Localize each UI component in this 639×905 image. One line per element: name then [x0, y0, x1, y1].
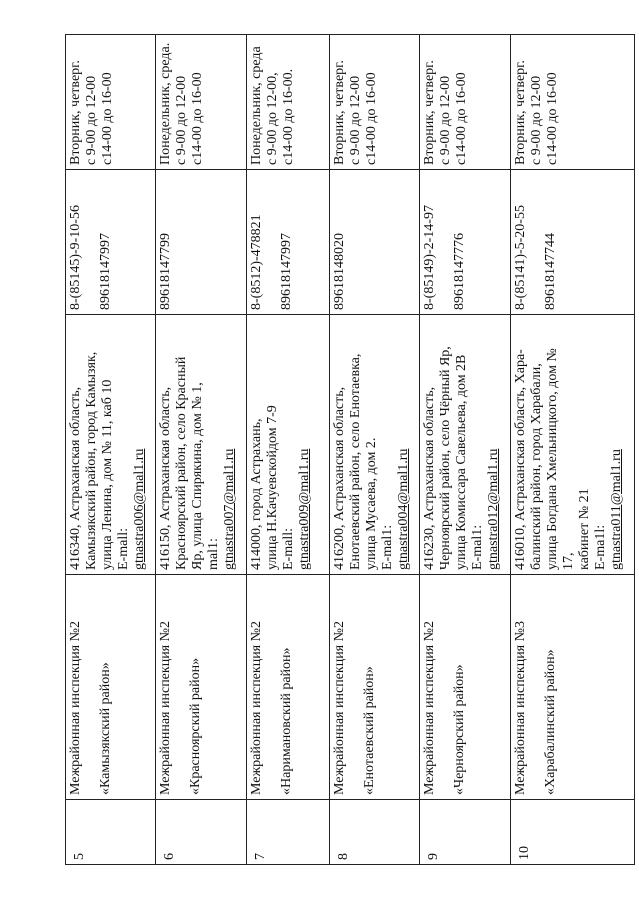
- address-line: 416230, Астраханская область,: [422, 386, 438, 570]
- row-number-cell: [420, 800, 510, 865]
- address-line: улица Богдана Хмельницкого, дом №: [544, 348, 560, 570]
- row-number: 10: [516, 846, 532, 860]
- district-name: «Камызякский район»: [98, 662, 113, 795]
- address-line: улица Н.Качуевскойдом 7-9: [264, 405, 280, 570]
- email-prefix: mal1:: [206, 538, 222, 570]
- table-row: [420, 35, 510, 865]
- phone-cell: [66, 170, 156, 315]
- phone-secondary: 89618147744: [542, 233, 558, 310]
- address-line: улица Мусаева, дом 2.: [363, 437, 379, 570]
- spacer: [265, 579, 279, 795]
- email-prefix: E-mall:: [116, 528, 131, 570]
- table-row: [510, 35, 634, 865]
- row-number-cell: [66, 800, 156, 865]
- phone-primary: 89618147799: [158, 233, 174, 310]
- schedule-cell: [420, 35, 510, 170]
- schedule-line: с 9-00 до 12-00: [84, 75, 99, 165]
- inspection-name: Межрайонная инспекция №2: [248, 621, 264, 795]
- district-name: «Енотаевский район»: [361, 666, 377, 795]
- email-line: [206, 319, 238, 570]
- schedule-line: с14-00 до 16-00: [363, 72, 379, 165]
- address-line: 416340, Астраханская область,: [68, 386, 83, 570]
- spacer: [348, 579, 362, 795]
- inspection-name: Межрайонная инспекция №3: [512, 621, 528, 795]
- schedule-line: с 9-00 до 12-00: [438, 75, 454, 165]
- address-line: Енотаевский район, село Енотаевка,: [347, 353, 363, 570]
- inspection-name: Межрайонная инспекция №2: [331, 621, 347, 795]
- address-line: Красноярский район, село Красный: [174, 356, 190, 570]
- schedule-line: с14-00 до 16-00: [100, 72, 115, 165]
- phone-cell: [246, 170, 329, 315]
- row-number-cell: [329, 800, 419, 865]
- spacer: [265, 174, 279, 310]
- row-number-cell: [510, 800, 634, 865]
- email-line: [281, 319, 313, 570]
- address-line: Черноярский район, село Чёрный Яр,: [438, 346, 454, 570]
- email-link[interactable]: gtnastra009@mal1.ru: [296, 448, 312, 570]
- email-link[interactable]: gtnastra007@mal1.ru: [222, 448, 238, 570]
- inspection-table: [65, 34, 635, 865]
- email-link[interactable]: gtnastra012@mal1.ru: [486, 448, 502, 570]
- email-link[interactable]: gtnastra004@mal1.ru: [395, 448, 411, 570]
- schedule-line: Понедельник, среда.: [158, 42, 174, 165]
- address-cell: [66, 315, 156, 575]
- spacer: [438, 174, 452, 310]
- row-number: 6: [162, 853, 178, 860]
- schedule-line: Вторник, четверг.: [512, 60, 528, 165]
- row-number-cell: [156, 800, 246, 865]
- address-cell: [329, 315, 419, 575]
- schedule-line: с 9-00 до 12-00,: [264, 72, 280, 165]
- schedule-line: с 9-00 до 12-00: [347, 75, 363, 165]
- row-number-cell: [246, 800, 329, 865]
- spacer: [529, 579, 543, 795]
- address-line: балинский район, город Харабали,: [528, 363, 544, 570]
- inspection-name: Межрайонная инспекция №2: [68, 621, 83, 795]
- email-prefix: E-mal1:: [470, 524, 486, 570]
- district-name: «Наримановский район»: [278, 647, 294, 795]
- schedule-line: Вторник, четверг.: [331, 60, 347, 165]
- table-row: [329, 35, 419, 865]
- district-name: «Красноярский район»: [188, 657, 204, 795]
- inspection-cell: [156, 575, 246, 800]
- spacer: [84, 174, 98, 310]
- schedule-line: с 9-00 до 12-00: [528, 75, 544, 165]
- address-line: 416150, Астраханская область,: [158, 386, 174, 570]
- schedule-cell: [329, 35, 419, 170]
- email-link[interactable]: gtnastra011@mal1.ru: [608, 449, 624, 570]
- email-line: [593, 319, 625, 570]
- schedule-line: с14-00 до 16-00: [454, 72, 470, 165]
- row-number: 9: [426, 853, 442, 860]
- email-prefix: E-mal1:: [379, 524, 395, 570]
- phone-cell: [329, 170, 419, 315]
- schedule-cell: [156, 35, 246, 170]
- inspection-cell: [329, 575, 419, 800]
- address-line: 414000, город Астрахань,: [248, 418, 264, 570]
- email-prefix: E-ma1l:: [592, 524, 608, 570]
- inspection-name: Межрайонная инспекция №2: [422, 621, 438, 795]
- spacer: [438, 579, 452, 795]
- address-line: 416200, Астраханская область,: [331, 386, 347, 570]
- schedule-line: с14-00 до 16-00.: [280, 68, 296, 165]
- address-line: улица Комиссара Савельева, дом 2В: [454, 354, 470, 570]
- inspection-cell: [510, 575, 634, 800]
- schedule-cell: [246, 35, 329, 170]
- district-name: «Черноярский район»: [452, 664, 468, 795]
- phone-cell: [510, 170, 634, 315]
- phone-cell: [156, 170, 246, 315]
- district-name: «Харабалинский район»: [542, 649, 558, 795]
- spacer: [529, 174, 543, 310]
- schedule-line: Понедельник, среда: [248, 46, 264, 165]
- email-line: [116, 319, 148, 570]
- phone-primary: 8-(8512)-478821: [248, 214, 264, 310]
- schedule-cell: [510, 35, 634, 170]
- inspection-cell: [66, 575, 156, 800]
- table-row: [66, 35, 156, 865]
- email-prefix: E-mall:: [280, 528, 296, 570]
- email-line: [380, 319, 412, 570]
- phone-primary: 89618148020: [331, 233, 347, 310]
- table-row: [246, 35, 329, 865]
- schedule-cell: [66, 35, 156, 170]
- rotated-page: [65, 35, 635, 865]
- address-line: Камызякский район, город Камызяк,: [84, 351, 99, 570]
- phone-secondary: 89618147776: [452, 233, 468, 310]
- row-number: 7: [252, 853, 268, 860]
- address-line: Яр, улица Спирякина, дом № 1,: [190, 382, 206, 570]
- spacer: [84, 579, 98, 795]
- spacer: [174, 579, 188, 795]
- address-line: 416010, Астраханская область, Хара-: [512, 349, 528, 570]
- address-cell: [420, 315, 510, 575]
- address-line: 17,: [560, 552, 576, 570]
- schedule-line: Вторник, четверг.: [422, 60, 438, 165]
- table-row: [156, 35, 246, 865]
- phone-cell: [420, 170, 510, 315]
- address-cell: [510, 315, 634, 575]
- inspection-cell: [420, 575, 510, 800]
- phone-primary: 8-(85149)-2-14-97: [422, 205, 438, 310]
- email-link[interactable]: gtnastra006@mal1.ru: [132, 448, 147, 570]
- schedule-line: с14-00 до 16-00: [544, 72, 560, 165]
- table-body: [66, 35, 635, 865]
- inspection-name: Межрайонная инспекция №2: [158, 621, 174, 795]
- row-number: 5: [72, 853, 87, 860]
- phone-primary: 8-(85145)-9-10-56: [68, 205, 83, 310]
- schedule-line: Вторник, четверг.: [68, 60, 83, 165]
- address-line: улица Ленина, дом № 11, каб 10: [100, 379, 115, 570]
- address-cell: [156, 315, 246, 575]
- row-number: 8: [335, 853, 351, 860]
- address-cell: [246, 315, 329, 575]
- schedule-line: с 9-00 до 12-00: [174, 75, 190, 165]
- schedule-line: с14-00 до 16-00: [190, 72, 206, 165]
- phone-primary: 8-(85141)-5-20-55: [512, 205, 528, 310]
- email-line: [470, 319, 502, 570]
- phone-secondary: 89618147997: [98, 233, 113, 310]
- inspection-cell: [246, 575, 329, 800]
- phone-secondary: 89618147997: [278, 233, 294, 310]
- address-line: кабинет № 21: [576, 488, 592, 570]
